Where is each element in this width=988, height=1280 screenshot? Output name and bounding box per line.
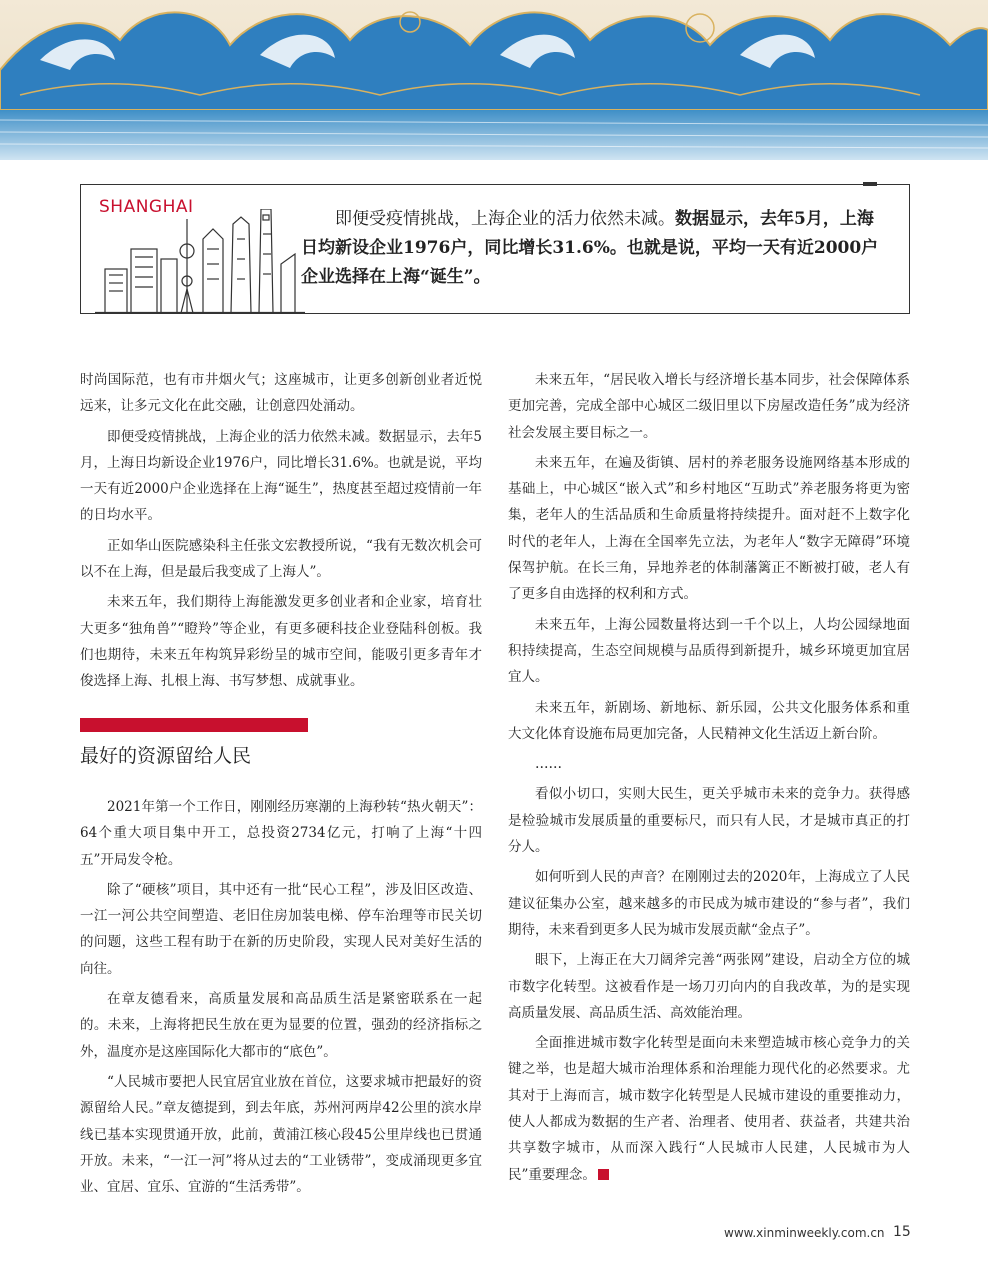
callout-text-normal: 即便受疫情挑战，上海企业的活力依然未减。 bbox=[335, 209, 675, 229]
footer-url: www.xinminweekly.com.cn bbox=[724, 1226, 885, 1240]
paragraph-text: 全面推进城市数字化转型是面向未来塑造城市核心竞争力的关键之举，也是超大城市治理体系和治理能力现代化的必然要求。尤其对于上海而言，城市数字化转型是人民城市建设的重要推动力，使人人都成为数据的生产者、治理者、使用者、获益者，共建共治共享数字城市，从而深入践行“人民城市人民建，人民城市为人民”重要理念。 bbox=[508, 1035, 910, 1183]
left-column-top bbox=[80, 367, 482, 699]
paragraph: 未来五年，上海公园数量将达到一千个以上，人均公园绿地面积持续提高，生态空间规模与品质得到新提升，城乡环境更加宜居宜人。 bbox=[508, 616, 910, 686]
paragraph: 正如华山医院感染科主任张文宏教授所说，“我有无数次机会可以不在上海，但是最后我变成了上海人”。 bbox=[80, 537, 482, 581]
paragraph: 2021年第一个工作日，刚刚经历寒潮的上海秒转“热火朝天”：64个重大项目集中开工，总投资2734亿元，打响了上海“十四五”开局发令枪。 bbox=[80, 799, 482, 868]
page-number: 15 bbox=[893, 1224, 911, 1240]
highlight-callout bbox=[80, 184, 910, 314]
paragraph: 未来五年，我们期待上海能激发更多创业者和企业家，培育壮大更多“独角兽”“瞪羚”等企业，有更多硬科技企业登陆科创板。我们也期待，未来五年构筑异彩纷呈的城市空间，能吸引更多青年才俊选择上海、扎根上海、书写梦想、成就事业。 bbox=[80, 594, 482, 690]
paragraph-ellipsis: …… bbox=[535, 756, 562, 773]
callout-tick bbox=[863, 182, 877, 186]
paragraph: 除了“硬核”项目，其中还有一批“民心工程”，涉及旧区改造、一江一河公共空间塑造、老旧住房加装电梯、停车治理等市民关切的问题，这些工程有助于在新的历史阶段，实现人民对美好生活的向往。 bbox=[80, 881, 482, 977]
section-accent-bar bbox=[80, 718, 308, 732]
paragraph: 即便受疫情挑战，上海企业的活力依然未减。数据显示，去年5月，上海日均新设企业1976户，同比增长31.6%。也就是说，平均一天有近2000户企业选择在上海“诞生”，热度甚至超过疫情前一年的日均水平。 bbox=[80, 428, 482, 524]
left-column-bottom bbox=[80, 794, 482, 1204]
section-title: 最好的资源留给人民 bbox=[80, 745, 252, 767]
paragraph: 时尚国际范，也有市井烟火气；这座城市，让更多创新创业者近悦远来，让多元文化在此交融，让创意四处涌动。 bbox=[80, 372, 482, 415]
paragraph: 如何听到人民的声音？在刚刚过去的2020年，上海成立了人民建议征集办公室，越来越多的市民成为城市建设的“参与者”，我们期待，未来看到更多人民为城市发展贡献“金点子”。 bbox=[508, 869, 910, 938]
callout-text-bold: 数据显示，去年5月，上海日均新设企业1976户，同比增长31.6%。也就是说，平均一天有近2000户企业选择在上海“诞生”。 bbox=[301, 209, 879, 287]
wave-banner bbox=[0, 0, 988, 160]
paragraph: 未来五年，在遍及街镇、居村的养老服务设施网络基本形成的基础上，中心城区“嵌入式”和乡村地区“互助式”养老服务将更为密集，老年人的生活品质和生命质量将持续提升。面对赶不上数字化时代的老年人，上海在全国率先立法，为老年人“数字无障碍”环境保驾护航。在长三角，异地养老的体制藩篱正不断被打破，老人有了更多自由选择的权利和方式。 bbox=[508, 454, 910, 603]
skyline-illustration bbox=[95, 209, 315, 313]
paragraph: “人民城市要把人民宜居宜业放在首位，这要求城市把最好的资源留给人民。”章友德提到，到去年底，苏州河两岸42公里的滨水岸线已基本实现贯通开放，此前，黄浦江核心段45公里岸线也已贯通开放。未来，“一江一河”将从过去的“工业锈带”，变成涌现更多宜业、宜居、宜乐、宜游的“生活秀带”。 bbox=[80, 1073, 482, 1196]
right-column bbox=[508, 367, 910, 1192]
shanghai-label: SHANGHAI bbox=[99, 197, 194, 217]
paragraph: 在章友德看来，高质量发展和高品质生活是紧密联系在一起的。未来，上海将把民生放在更为显要的位置，强劲的经济指标之外，温度亦是这座国际化大都市的“底色”。 bbox=[80, 991, 482, 1060]
paragraph: 眼下，上海正在大刀阔斧完善“两张网”建设，启动全方位的城市数字化转型。这被看作是一场刀刃向内的自我改革，为的是实现高质量发展、高品质生活、高效能治理。 bbox=[508, 952, 910, 1021]
callout-text bbox=[301, 205, 886, 292]
end-mark-icon bbox=[598, 1169, 609, 1180]
paragraph: 看似小切口，实则大民生，更关乎城市未来的竞争力。获得感是检验城市发展质量的重要标尺，而只有人民，才是城市真正的打分人。 bbox=[508, 786, 910, 856]
paragraph-last bbox=[508, 1030, 910, 1188]
paragraph: 未来五年，新剧场、新地标、新乐园，公共文化服务体系和重大文化体育设施布局更加完备，人民精神文化生活迈上新台阶。 bbox=[508, 699, 910, 742]
paragraph: 未来五年，“居民收入增长与经济增长基本同步，社会保障体系更加完善，完成全部中心城区二级旧里以下房屋改造任务”成为经济社会发展主要目标之一。 bbox=[508, 372, 910, 441]
